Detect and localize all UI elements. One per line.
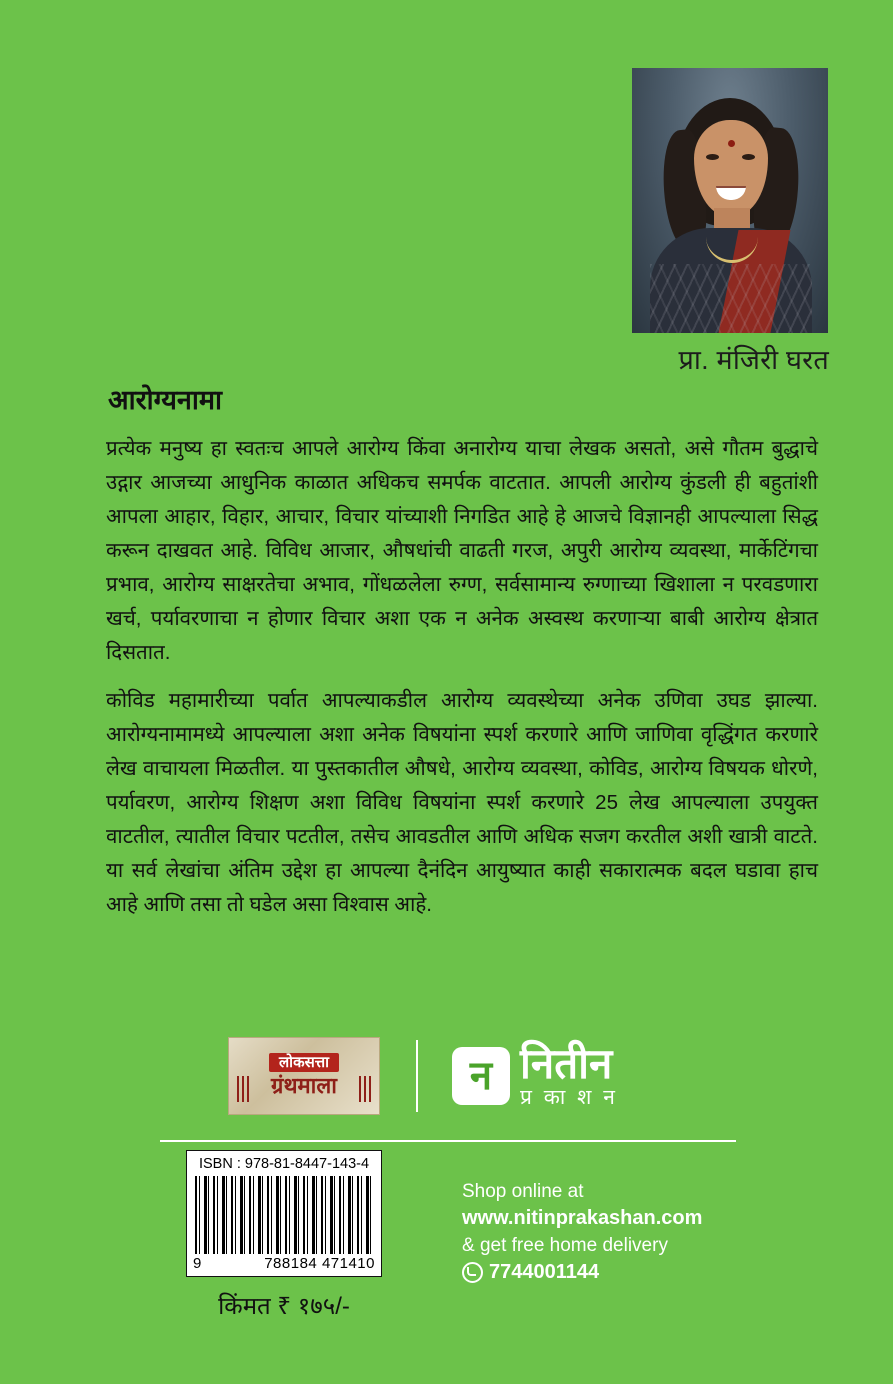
barcode-icon — [195, 1176, 373, 1254]
price-label: किंमत ₹ १७५/- — [218, 1293, 350, 1320]
whatsapp-number: 7744001144 — [489, 1261, 600, 1283]
nitin-wordmark — [520, 1042, 618, 1110]
blurb-paragraph-2: कोविड महामारीच्या पर्वात आपल्याकडील आरोग्य व्यवस्थेच्या अनेक उणिवा उघड झाल्या. आरोग्यनामामध्ये आपल्याला अशा अनेक विषयांना स्पर्श करणारे आणि जाणिवा वृद्धिंगत करणारे लेख वाचायला मिळतील. या पुस्तकातील औषधे, आरोग्य व्यवस्था, कोविड, आरोग्य विषयक धोरणे, पर्यावरण, आरोग्य शिक्षण अशा विविध विषयांना स्पर्श करणारे 25 लेख आपल्याला उपयुक्त वाटतील, त्यातील विचार पटतील, तसेच आवडतील आणि अधिक सजग करतील अशी खात्री वाटते. या सर्व लेखांचा अंतिम उद्देश हा आपल्या दैनंदिन आयुष्यात काही सकारात्मक बदल घडावा हाच आहे आणि तसा तो घडेल असा विश्वास आहे. — [106, 689, 818, 916]
granthmala-wordmark: ग्रंथमाला — [271, 1073, 337, 1098]
loksatta-right-bars-icon — [359, 1076, 371, 1102]
shop-online-block — [462, 1178, 702, 1286]
nitin-prakashan-logo — [452, 1042, 618, 1110]
blurb-text — [106, 432, 818, 936]
barcode-digits — [191, 1254, 377, 1272]
whatsapp-icon — [462, 1262, 483, 1283]
footer-divider — [160, 1140, 736, 1142]
nitin-name: नितीन — [520, 1040, 613, 1087]
barcode-digit-prefix: 9 — [193, 1255, 202, 1272]
barcode-digit-main: 788184 471410 — [264, 1255, 375, 1272]
photo-fabric-pattern — [650, 264, 812, 333]
isbn-number: ISBN : 978-81-8447-143-4 — [198, 1156, 370, 1172]
blurb-paragraph-1: प्रत्येक मनुष्य हा स्वतःच आपले आरोग्य किंवा अनारोग्य याचा लेखक असतो, असे गौतम बुद्धाचे उद्गार आजच्या आधुनिक काळात अधिकच समर्पक वाटतात. आपली आरोग्य कुंडली ही बहुतांशी आपला आहार, विहार, आचार, विचार यांच्याशी निगडित आहे हे आजचे विज्ञानही आपल्याला सिद्ध करून दाखवत आहे. विविध आजार, औषधांची वाढती गरज, अपुरी आरोग्य व्यवस्था, मार्केटिंगचा प्रभाव, आरोग्य साक्षरतेचा अभाव, गोंधळलेला रुग्ण, सर्वसामान्य रुग्णाच्या खिशाला न परवडणारा खर्च, पर्यावरणाचा न होणार विचार अशा एक न अनेक अस्वस्थ करणाऱ्या बाबी आरोग्य क्षेत्रात दिसतात. — [106, 437, 818, 664]
nitin-mark-icon: न — [452, 1047, 510, 1105]
author-photo — [632, 68, 828, 333]
author-name: प्रा. मंजिरी घरत — [678, 345, 829, 375]
shop-website-link[interactable]: www.nitinprakashan.com — [462, 1207, 703, 1229]
photo-eye-left — [706, 154, 719, 160]
loksatta-granthmala-logo — [228, 1037, 380, 1115]
whatsapp-contact[interactable] — [462, 1259, 702, 1286]
loksatta-left-bars-icon — [237, 1076, 249, 1102]
shop-online-label: Shop online at — [462, 1181, 584, 1202]
barcode-card — [186, 1150, 382, 1277]
publisher-logos — [106, 1022, 818, 1130]
nitin-subtitle: प्र का श न — [520, 1086, 618, 1109]
logo-divider — [416, 1040, 418, 1112]
photo-bindi — [728, 140, 735, 147]
page-title: आरोग्यनामा — [108, 385, 222, 415]
photo-eye-right — [742, 154, 755, 160]
free-delivery-label: & get free home delivery — [462, 1235, 668, 1256]
loksatta-wordmark: लोकसत्ता — [269, 1053, 339, 1072]
isbn-block — [186, 1150, 382, 1322]
